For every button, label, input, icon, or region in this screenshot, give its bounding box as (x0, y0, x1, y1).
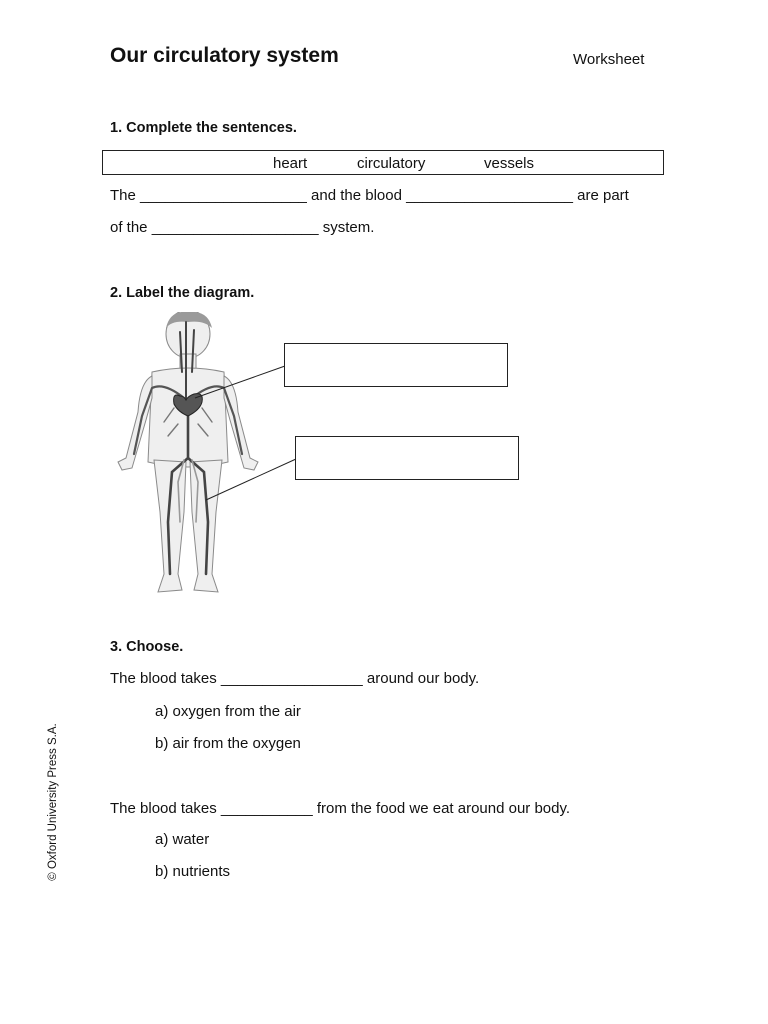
section1-heading: 1. Complete the sentences. (110, 120, 297, 136)
sentence-line-2: of the ____________________ system. (110, 219, 375, 236)
question-2-option-b[interactable]: b) nutrients (155, 863, 231, 880)
section2-heading: 2. Label the diagram. (110, 285, 255, 301)
right-arm-shape (224, 376, 258, 470)
worksheet-label: Worksheet (573, 51, 645, 68)
circulatory-system-figure (108, 312, 268, 596)
word-bank-item: vessels (484, 155, 535, 172)
vessel-label-box[interactable] (295, 436, 519, 480)
word-bank-item: heart (273, 155, 308, 172)
left-arm-shape (118, 376, 152, 470)
word-bank-item: circulatory (357, 155, 426, 172)
question-1-option-a[interactable]: a) oxygen from the air (155, 703, 301, 720)
section3-heading: 3. Choose. (110, 639, 184, 655)
question-2-text: The blood takes ___________ from the food we eat around our body. (110, 800, 571, 817)
question-1-option-b[interactable]: b) air from the oxygen (155, 735, 301, 752)
question-1-text: The blood takes _________________ around our body. (110, 670, 480, 687)
heart-label-box[interactable] (284, 343, 508, 387)
copyright-notice: © Oxford University Press S.A. (47, 723, 59, 881)
question-2-option-a[interactable]: a) water (155, 831, 210, 848)
page-title: Our circulatory system (110, 44, 339, 67)
word-bank (102, 150, 664, 175)
sentence-line-1: The ____________________ and the blood ____________________ are part (110, 187, 629, 204)
